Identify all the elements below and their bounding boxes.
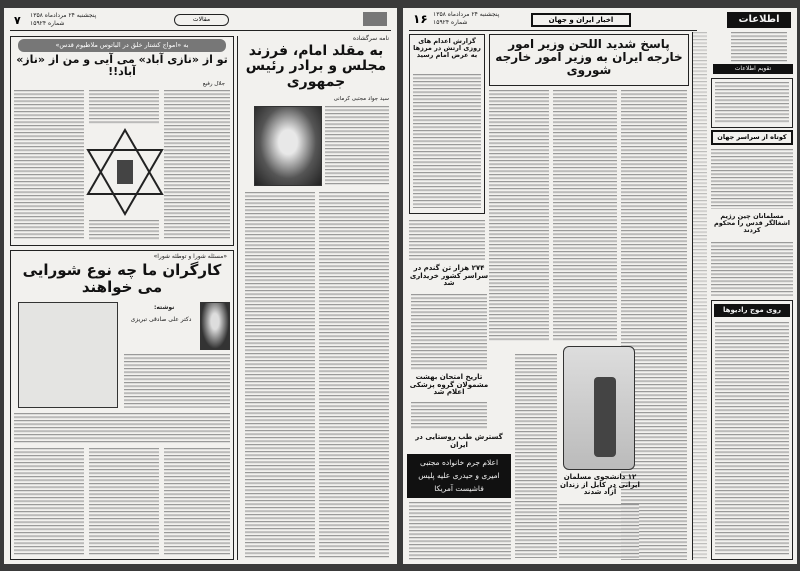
logo-icon [363, 12, 387, 26]
text-column [553, 90, 617, 342]
text-column [164, 90, 230, 240]
headline: گزارش اعدام های روزی ارتش در مرزها به عرض امام رسید [413, 37, 481, 60]
text-column [559, 504, 639, 558]
headline: به مقلد امام، فرزند مجلس و برادر رئیس جمهوری [245, 43, 387, 90]
text-column [715, 82, 789, 124]
issue: شماره ۱۵۹۲۴ [30, 20, 65, 27]
column-rule [692, 32, 693, 560]
text-column [413, 74, 481, 208]
date: پنجشنبه ۲۴ مردادماه ۱۳۵۸ [30, 12, 97, 19]
column-rule [237, 36, 238, 560]
section-label: اخبار ایران و جهان [531, 13, 631, 27]
text-column [715, 322, 789, 556]
author-label: نوشته: [154, 304, 175, 311]
text-column [489, 90, 549, 342]
header-rule [10, 30, 391, 31]
byline: جلال رفیع [202, 81, 225, 87]
article-banner: به «امواج کشتار خلق در الباتوس ملاطیوم قدس» [18, 39, 226, 52]
cartoon-illustration [18, 302, 118, 408]
headline: تاریخ امتحان بهشت مشمولان گروه پزشکی اعلام شد [409, 373, 489, 397]
text-column [14, 448, 84, 556]
radio-label: روی موج رادیوها [714, 304, 790, 317]
issue: شماره ۱۵۹۲۴ [433, 19, 468, 26]
text-column [325, 106, 389, 186]
text-column [14, 413, 230, 443]
text-column [693, 32, 707, 560]
text-column [515, 354, 557, 558]
text-column [731, 32, 787, 62]
headline: گسترش طب روستایی در ایران [415, 433, 503, 449]
page-number: ۱۶ [413, 12, 428, 26]
text-column [319, 192, 389, 558]
text-column [245, 192, 315, 558]
soldier-photo [563, 346, 635, 470]
kicker: «مسئله شورا و توطئه شورا» [153, 253, 227, 260]
column-rule [409, 30, 697, 31]
text-column [409, 220, 485, 260]
text-column [89, 448, 159, 556]
black-box-headline: اعلام جرم خانواده مجتبی امیری و حیدری علیه پلیس فاشیست آمریکا [407, 454, 511, 498]
text-column [89, 90, 159, 124]
text-column [711, 242, 793, 296]
date: پنجشنبه ۲۴ مردادماه ۱۳۵۸ [433, 11, 500, 18]
kicker: نامه سرگشاده [352, 35, 389, 42]
text-column [411, 294, 487, 370]
text-column [124, 354, 230, 408]
author-photo [200, 302, 230, 350]
author-name: دکتر علی صادقی تبریزی [130, 316, 192, 323]
left-newspaper-page [4, 8, 397, 564]
text-column [409, 502, 511, 560]
lead-headline: پاسخ شدید اللحن وزیر امور خارجه ایران به وزیر امور خارجه شوروی [495, 37, 683, 78]
byline: سید جواد مجتبی کرمانی [333, 96, 389, 102]
star-of-david-illustration [84, 126, 166, 218]
headline: ۲۷۴ هزار تن گندم در سراسر کشور خریداری شد [409, 264, 489, 288]
world-brief-label: کوتاه از سراسر جهان [711, 130, 793, 145]
headline: تو از «نازی آباد» می آیی و من از «ناز» آباد!! [16, 53, 228, 79]
headline: کارگران ما چه نوع شورایی می خواهند [22, 261, 222, 296]
page-number: ۷ [14, 14, 21, 27]
headline: ۱۲ دانشجوی مسلمان ایرانی در کابل از زندان آزاد شدند [560, 473, 640, 497]
masthead-logo: اطلاعات [727, 12, 791, 28]
text-column [164, 448, 230, 556]
text-column [89, 220, 159, 240]
headline: مسلمانان چین رژیم اشغالگر قدس را محکوم کردند [713, 212, 791, 235]
calendar-label: تقویم اطلاعات [713, 64, 793, 74]
text-column [14, 90, 84, 240]
section-label: مقالات [174, 14, 229, 26]
text-column [411, 402, 487, 430]
text-column [711, 149, 793, 209]
author-photo [254, 106, 322, 186]
right-newspaper-page [403, 8, 797, 564]
